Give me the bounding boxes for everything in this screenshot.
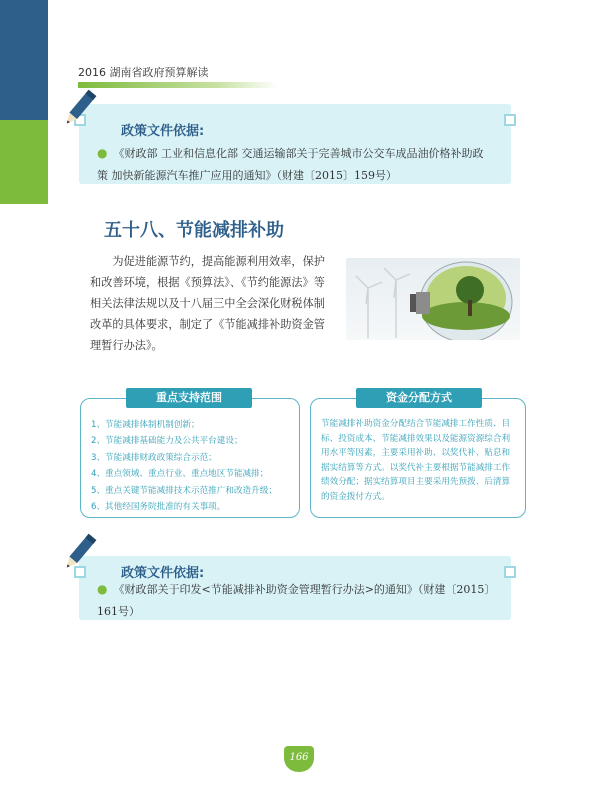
fund-allocation-tab: 资金分配方式 [356, 388, 482, 408]
energy-bulb-image [346, 258, 520, 340]
running-header: 2016 湖南省政府预算解读 [78, 66, 209, 79]
list-item: 3、节能减排财政政策综合示范； [91, 452, 217, 463]
fund-allocation-panel [310, 398, 526, 518]
pencil-icon [56, 530, 102, 576]
list-item: 1、节能减排体制机制创新； [91, 420, 200, 430]
left-edge-blue-bar [0, 0, 48, 120]
policy-citation: 《财政部 工业和信息化部 交通运输部关于完善城市公交车成品油价格补助政策 加快新能源汽车推广应用的通知》（财建〔2015〕159号） [97, 147, 484, 182]
fund-allocation-text: 节能减排补助资金分配结合节能减排工作性质、目标、投资成本、节能减排效果以及能源资源综合利用水平等因素，主要采用补助、以奖代补、贴息和据实结算等方式。以奖代补主要根据节能减排工作绩效分配；据实结算项目主要采用先预拨、后清算的资金拨付方式。 [321, 419, 511, 502]
policy-citation: 《财政部关于印发<节能减排补助资金管理暂行办法>的通知》（财建〔2015〕161号） [97, 583, 490, 618]
pencil-icon [56, 86, 102, 132]
bullet-icon: ● [97, 146, 108, 160]
support-scope-list [91, 417, 293, 515]
policy-text [97, 578, 493, 623]
policy-box-top [79, 104, 511, 184]
support-scope-tab: 重点支持范围 [126, 388, 252, 408]
list-item: 6、其他经国务院批准的有关事项。 [91, 502, 226, 513]
policy-text [97, 142, 493, 187]
policy-heading: 政策文件依据: [121, 124, 205, 139]
header-rule [78, 82, 278, 88]
policy-heading: 政策文件依据: [121, 566, 205, 581]
list-item: 4、重点领域、重点行业、重点地区节能减排； [91, 469, 269, 480]
bullet-icon: ● [97, 582, 108, 596]
list-item: 2、节能减排基础能力及公共平台建设； [91, 436, 243, 447]
section-paragraph: 为促进能源节约，提高能源利用效率，保护和改善环境，根据《预算法》、《节约能源法》等相关法律法规以及十八届三中全会深化财税体制改革的具体要求，制定了《节能减排补助资金管理暂行办法》。 [90, 255, 325, 352]
page-number: 166 [284, 746, 314, 772]
list-item: 5、重点关键节能减排技术示范推广和改造升级； [91, 485, 277, 496]
section-title: 五十八、节能减排补助 [104, 220, 284, 241]
policy-box-bottom [79, 556, 511, 620]
support-scope-panel [80, 398, 300, 518]
left-edge-green-bar [0, 120, 48, 204]
